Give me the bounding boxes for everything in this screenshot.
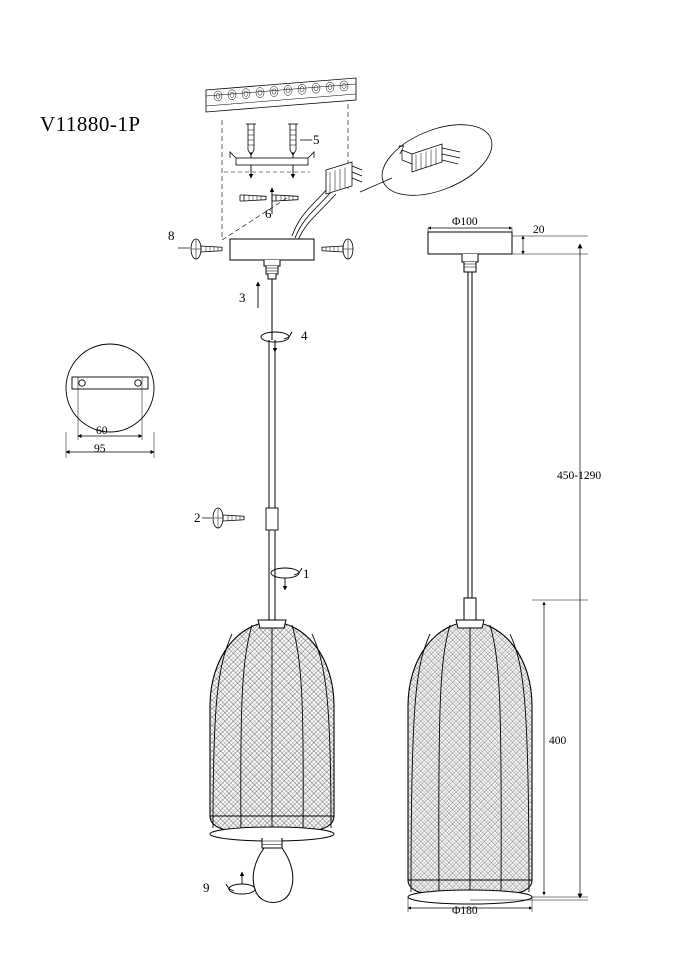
- callout-3: 3: [239, 290, 246, 305]
- dim-canopy-diameter: Φ100: [452, 216, 478, 228]
- dim-bracket-inner: 60: [96, 425, 108, 437]
- dim-shade-height: 400: [549, 735, 567, 747]
- callout-5: 5: [313, 132, 320, 147]
- callout-6: 6: [265, 206, 272, 221]
- dim-shade-diameter: Φ180: [452, 905, 478, 917]
- callout-7: 7: [398, 142, 405, 157]
- dim-drop-range: 450-1290: [557, 470, 602, 482]
- callout-8: 8: [168, 228, 175, 243]
- dim-canopy-height: 20: [533, 224, 545, 236]
- model-code: V11880-1P: [40, 112, 141, 136]
- callout-4: 4: [301, 328, 308, 343]
- callout-1: 1: [303, 566, 310, 581]
- dim-bracket-outer: 95: [94, 443, 106, 455]
- callout-9: 9: [203, 880, 210, 895]
- callout-2: 2: [194, 510, 201, 525]
